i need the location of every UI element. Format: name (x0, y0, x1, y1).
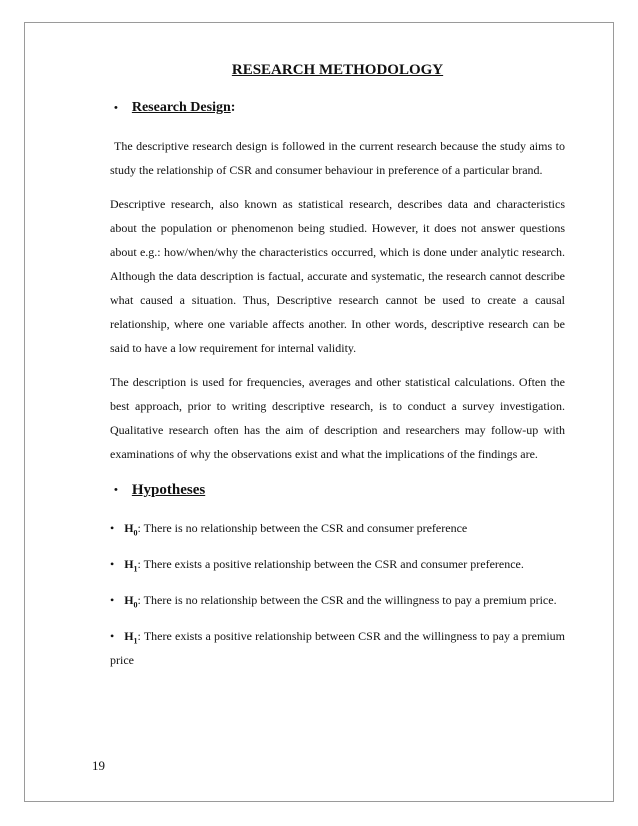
hypothesis-subscript: 1 (133, 564, 138, 574)
research-design-paragraph-2: Descriptive research, also known as statistical research, describes data and characteristics about the population or phenomenon being studied. However, it does not answer questions about e.g.: how/when/why the characteristics occurred, which is done under analytic research. Although the data description is factual, accurate and systematic, the research cannot describe what caused a situation. Thus, Descriptive research cannot be used to create a causal relationship, where one variable affects another. In other words, descriptive research can be said to have a low requirement for internal validity. (110, 197, 565, 355)
hypothesis-item (110, 588, 565, 612)
bullet-icon: • (110, 557, 115, 571)
research-design-paragraph-1: The descriptive research design is followed in the current research because the study aims to study the relationship of CSR and consumer behaviour in preference of a particular brand. (110, 139, 565, 177)
hypothesis-text: : There is no relationship between the CSR and the willingness to pay a premium price. (137, 593, 557, 607)
bullet-icon: • (110, 593, 115, 607)
hypothesis-item (110, 552, 565, 576)
hypothesis-item (110, 624, 565, 672)
research-design-heading-colon: : (230, 100, 236, 115)
bullet-icon: • (114, 484, 118, 496)
hypothesis-text: : There is no relationship between the CSR and consumer preference (137, 521, 468, 535)
research-design-heading (110, 98, 565, 118)
hypothesis-item (110, 516, 565, 540)
hypotheses-heading-text: Hypotheses (131, 482, 206, 498)
hypothesis-subscript: 0 (133, 528, 138, 538)
hypothesis-subscript: 1 (133, 636, 138, 646)
hypothesis-label: H (124, 557, 134, 571)
page-title: RESEARCH METHODOLOGY (231, 62, 444, 78)
hypothesis-label: H (124, 593, 134, 607)
bullet-icon: • (110, 629, 115, 643)
bullet-icon: • (110, 521, 115, 535)
hypothesis-label: H (124, 629, 134, 643)
hypothesis-subscript: 0 (133, 600, 138, 610)
bullet-icon: • (114, 102, 118, 114)
hypotheses-heading (110, 480, 565, 500)
research-design-heading-text: Research Design (131, 100, 231, 115)
page-number: 19 (92, 758, 105, 773)
hypothesis-label: H (124, 521, 134, 535)
hypothesis-text: : There exists a positive relationship between the CSR and consumer preference. (137, 557, 524, 571)
document-body (110, 60, 565, 684)
hypothesis-text: : There exists a positive relationship between CSR and the willingness to pay a premium price (110, 629, 565, 667)
research-design-paragraph-3: The description is used for frequencies, averages and other statistical calculations. Often the best approach, prior to writing descriptive research, is to conduct a survey investigation. Qualitative research often has the aim of description and researchers may follow-up with examinations of why the observations exist and what the implications of the findings are. (110, 375, 565, 461)
